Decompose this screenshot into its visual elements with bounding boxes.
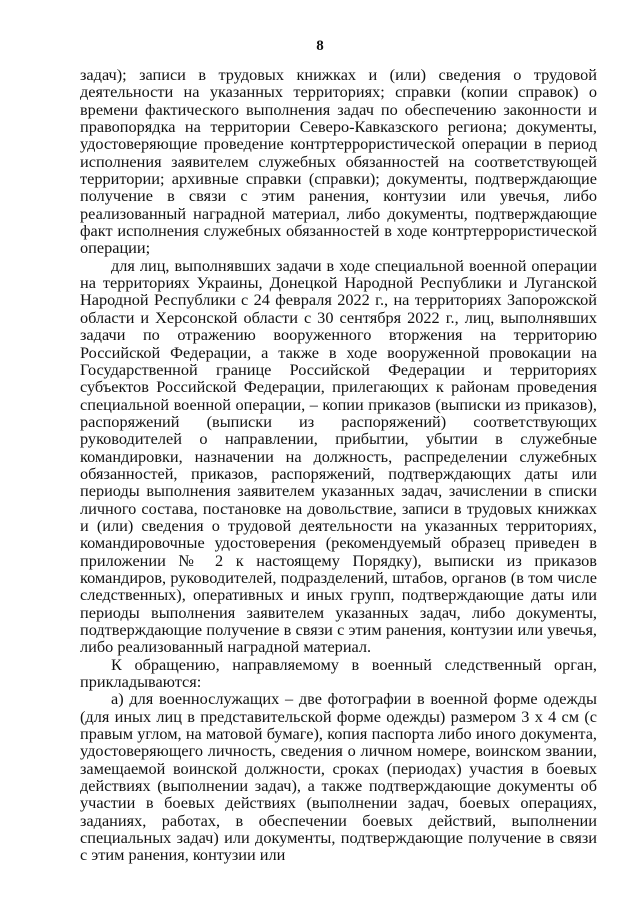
paragraph-attachments-intro: К обращению, направляемому в военный следственный орган, прикладываются: <box>80 654 597 692</box>
paragraph-north-caucasus-documents: задач); записи в трудовых книжках и (или) сведения о трудовой деятельности на указанных территориях; справки (копии справок) о времени фактического выполнения задач по обеспечению законности и правопорядка на территории Северо-Кавказского региона; документы, удостоверяющие проведение контртеррористической операции в период исполнения заявителем служебных обязанностей на соответствующей территории; архивные справки (справки); документы, подтверждающие получение в связи с этим ранения, контузии или увечья, либо реализованный наградной материал, либо документы, подтверждающие факт исполнения служебных обязанностей в ходе контртеррористической операции; <box>80 65 597 258</box>
paragraph-special-military-operation: для лиц, выполнявших задачи в ходе специальной военной операции на территориях Украины, Донецкой Народной Республики и Луганской Народной Республики с 24 февраля 2022 г., на территориях Запорожской области и Херсонской области с 30 сентября 2022 г., лиц, выполнявших задачи по отражению вооруженного вторжения на территорию Российской Федерации, а также в ходе вооруженной провокации на Государственной границе Российской Федерации и территориях субъектов Российской Федерации, прилегающих к районам проведения специальной военной операции, – копии приказов (выписки из приказов), распоряжений (выписки из распоряжений) соответствующих руководителей о направлении, прибытии, убытии в служебные командировки, назначении на должность, распределении служебных обязанностей, приказов, распоряжений, подтверждающих даты или периоды выполнения заявителем указанных задач, зачислении в списки личного состава, постановке на довольствие, записи в трудовых книжках и (или) сведения о трудовой деятельности на указанных территориях, командировочные удостоверения (рекомендуемый образец приведен в приложении № 2 к настоящему Порядку), выписки из приказов командиров, руководителей, подразделений, штабов, органов (в том числе следственных), оперативных и иных групп, подтверждающие даты или периоды выполнения заявителем указанных задач, либо документы, подтверждающие получение в связи с этим ранения, контузии или увечья, либо реализованный наградной материал. <box>80 255 597 657</box>
paragraph-item-a: а) для военнослужащих – две фотографии в военной форме одежды (для иных лиц в представительской форме одежды) размером 3 х 4 см (с правым углом, на матовой бумаге), копия паспорта либо иного документа, удостоверяющего личность, сведения о личном номере, воинском звании, замещаемой воинской должности, сроках (периодах) участия в боевых действиях (выполнении задач), а также подтверждающие документы об участии в боевых действиях (выполнении задач, боевых операциях, заданиях, работах, в обеспечении боевых действий, выполнении специальных задач) или документы, подтверждающие получение в связи с этим ранения, контузии или <box>80 689 597 865</box>
document-body <box>80 66 597 864</box>
page-number: 8 <box>316 38 324 54</box>
